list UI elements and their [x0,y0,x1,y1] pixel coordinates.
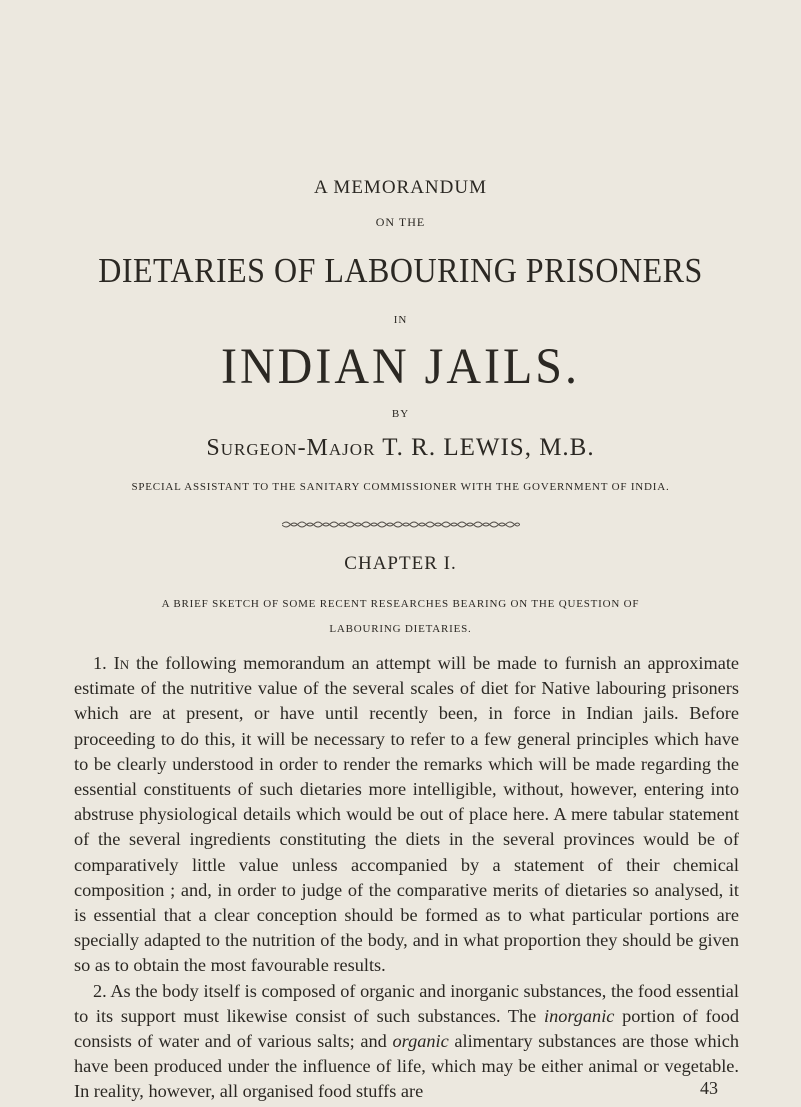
paragraph-2-text-b: portion of food consists of water and of various salts; and [74,1005,739,1052]
author-name: T. R. LEWIS, M.B. [382,434,595,461]
indian-jails-title: INDIAN JAILS. [221,338,580,395]
page-number: 43 [700,1078,718,1098]
paragraph-2 [74,979,739,1105]
wavy-rule-ornament [282,517,520,531]
author-line [0,434,801,462]
paragraph-2-number: 2. [93,980,107,1001]
paragraph-2-inorganic: inorganic [543,1005,615,1026]
author-position: SPECIAL ASSISTANT TO THE SANITARY COMMISSIONER WITH THE GOVERNMENT OF INDIA. [131,481,670,493]
author-rank: Surgeon-Major [206,435,376,461]
paragraph-1-number: 1. [93,653,107,673]
paragraph-2-text-c: alimentary substances are those which have been produced under the influence of life, which may be either animal or vegetable. In reality, however, all organised food stuffs are [74,1031,739,1102]
by-line: BY [391,408,410,420]
memorandum-heading: A MEMORANDUM [314,177,487,198]
on-the-line: ON THE [375,215,426,229]
body-text [74,651,739,1105]
chapter-subtitle-line-2: LABOURING DIETARIES. [329,623,472,635]
in-line: IN [393,314,408,326]
paragraph-1-text: the following memorandum an attempt will be made to furnish an approximate estimate of the nutritive value of the several scales of diet for Native labouring prisoners which are at present, or have until recently been, in force in Indian jails. Before proceeding to do this, it will be necessary to refer to a few general principles which have to be clearly understood in order to render the remarks which will be made regarding the essential constituents of such dietaries more intelligible, without, however, entering into abstruse physiological details which would be out of place here. A mere tabular statement of the several ingredients constituting the diets in the several provinces would be of comparatively little value unless accompanied by a statement of their chemical composition ; and, in order to judge of the comparative merits of dietaries so analysed, it is essential that a clear conception should be formed as to what particular portions are specially adapted to the nutrition of the body, and in what proportion they should be given so as to obtain the most favourable results. [74,653,740,976]
main-title: DIETARIES OF LABOURING PRISONERS [98,250,703,290]
paragraph-2-organic: organic [392,1031,449,1052]
chapter-subtitle-line-1: A BRIEF SKETCH OF SOME RECENT RESEARCHES BEARING ON THE QUESTION OF [161,598,640,610]
chapter-heading: CHAPTER I. [344,553,457,574]
paragraph-1 [74,651,739,979]
paragraph-2-text-a: As the body itself is composed of organic and inorganic substances, the food essential to its support must likewise consist of such substances. The [74,980,739,1026]
paragraph-1-lead-word: In [113,653,130,673]
